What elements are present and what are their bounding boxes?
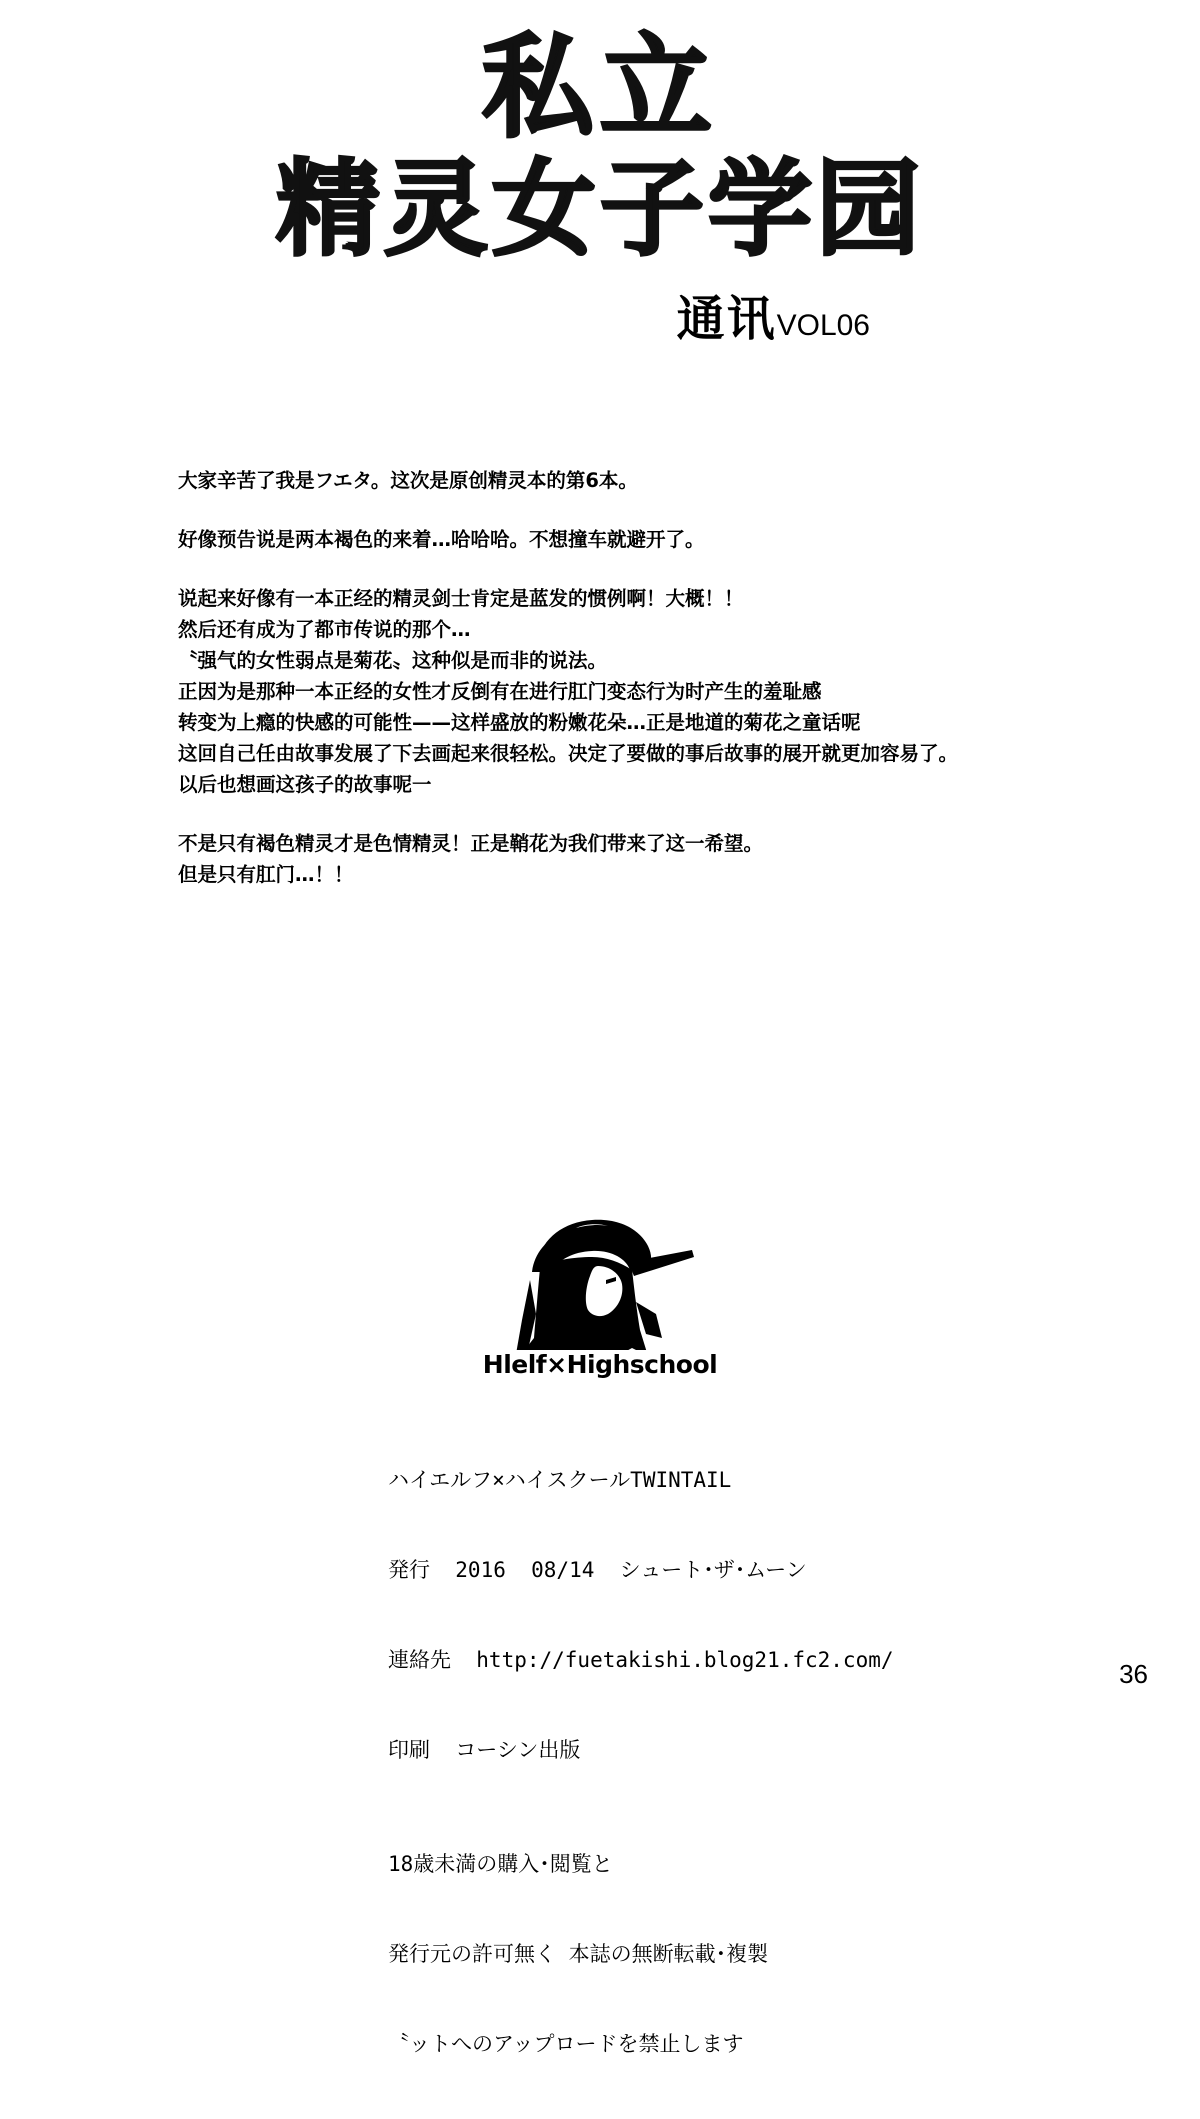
title-subtitle: [0, 280, 1200, 349]
paragraph-1-line-1: 大家辛苦了我是フエタ。这次是原创精灵本的第6本。: [178, 469, 638, 492]
paragraph-2-line-1: 好像预告说是两本褐色的来着…哈哈哈。不想撞车就避开了。: [178, 528, 705, 551]
paragraph-4: [178, 828, 1078, 890]
title-block: [0, 23, 1200, 349]
paragraph-3-line-1: 说起来好像有一本正经的精灵剑士肯定是蓝发的惯例啊！大概！！: [178, 587, 744, 610]
title-subtitle-text: 通讯: [676, 290, 777, 347]
title-line-2: 精灵女子学园: [275, 147, 924, 270]
paragraph-3: [178, 583, 1078, 800]
paragraph-1: [178, 465, 1078, 496]
title-line-1: 私立: [482, 23, 718, 153]
colophon-notice-line-3: 〝ットへのアップロードを禁止します: [388, 2032, 744, 2056]
colophon-block: [388, 1405, 894, 2119]
colophon-contact: 連絡先 http://fuetakishi.blog21.fc2.com/: [388, 1648, 894, 1672]
circle-logo-caption: Hlelf×Highschool: [482, 1350, 718, 1379]
title-volume-label: VOL06: [776, 308, 870, 342]
circle-logo: [0, 1210, 1200, 1379]
paragraph-2: [178, 524, 1078, 555]
circle-logo-inner: [480, 1210, 720, 1379]
paragraph-3-line-4: 正因为是那种一本正经的女性才反倒有在进行肛门变态行为时产生的羞耻感: [178, 680, 822, 703]
colophon-title: ハイエルフ×ハイスクールTWINTAIL: [388, 1468, 732, 1492]
paragraph-4-line-1: 不是只有褐色精灵才是色情精灵！正是鞘花为我们带来了这一希望。: [178, 832, 764, 855]
page-number: 36: [1119, 1659, 1148, 1689]
paragraph-4-line-2: 但是只有肛门…！！: [178, 863, 354, 886]
paragraph-3-line-7: 以后也想画这孩子的故事呢一: [178, 773, 432, 796]
colophon-notice-line-2: 発行元の許可無く 本誌の無断転載･複製: [388, 1942, 769, 1966]
paragraph-3-line-5: 转变为上瘾的快感的可能性——这样盛放的粉嫩花朵…正是地道的菊花之童话呢: [178, 711, 861, 734]
colophon-publish-date: 発行 2016 08/14 シュート･ザ･ムーン: [388, 1558, 807, 1582]
afterword-body: [178, 465, 1078, 918]
paragraph-3-line-3: 〝强气的女性弱点是菊花〟这种似是而非的说法。: [178, 649, 608, 672]
paragraph-3-line-6: 这回自己任由故事发展了下去画起来很轻松。决定了要做的事后故事的展开就更加容易了。: [178, 742, 959, 765]
colophon-printer: 印刷 コーシン出版: [388, 1738, 581, 1762]
paragraph-3-line-2: 然后还有成为了都市传说的那个…: [178, 618, 471, 641]
colophon-notice-line-1: 18歳未満の購入･閲覧と: [388, 1852, 613, 1876]
